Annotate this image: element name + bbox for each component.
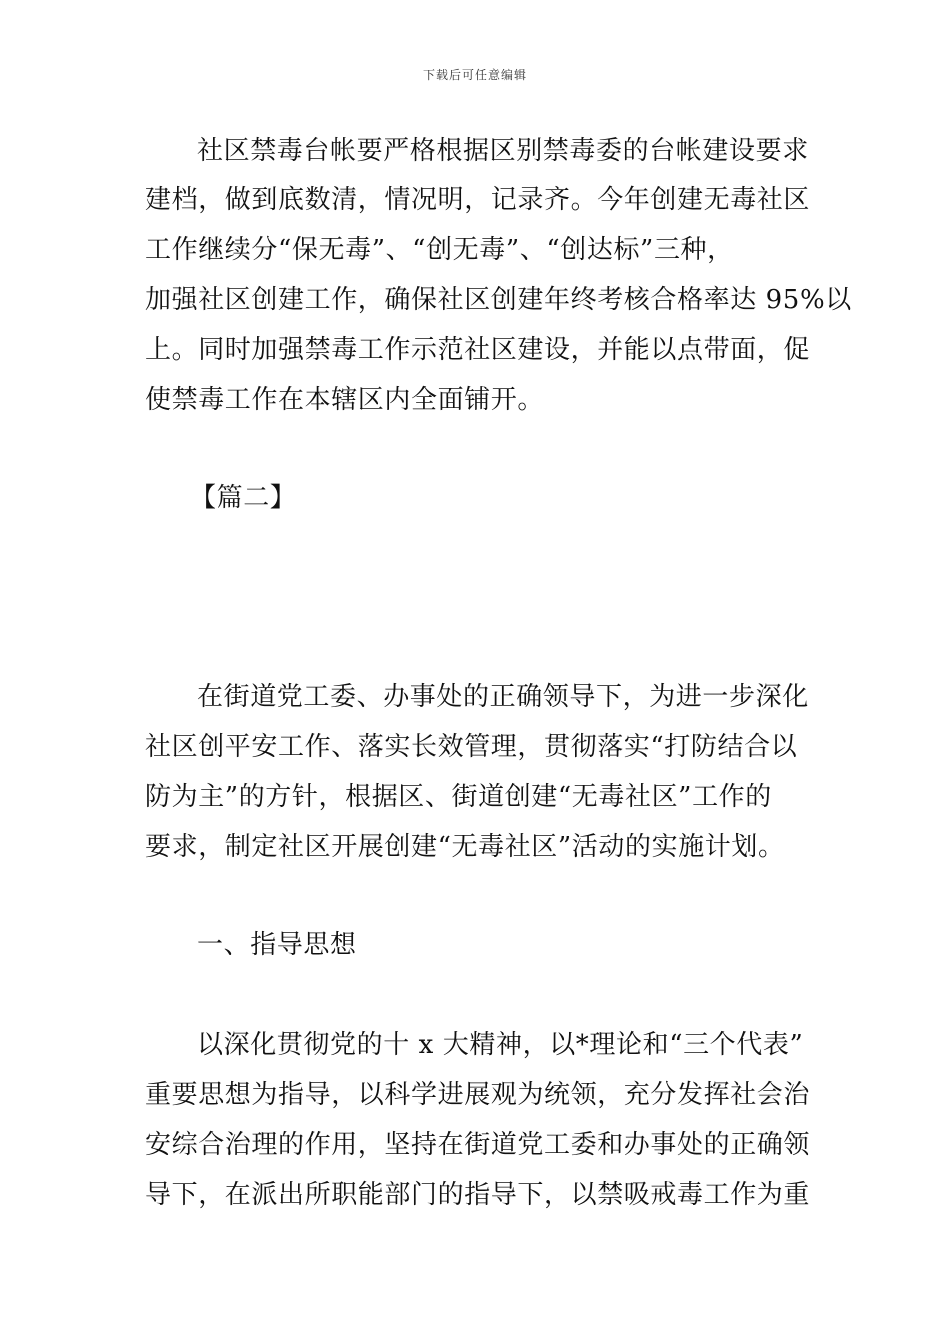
- text-line: 使禁毒工作在本辖区内全面铺开。: [145, 385, 545, 415]
- text-line: 工作继续分“保无毒”、“创无毒”、“创达标”三种，: [145, 235, 734, 265]
- text-line: 社区创平安工作、落实长效管理，贯彻落实“打防结合以: [145, 732, 798, 762]
- text-line: 重要思想为指导，以科学进展观为统领，充分发挥社会治: [145, 1080, 811, 1110]
- text-line: 以深化贯彻党的十 x 大精神，以*理论和“三个代表”: [197, 1030, 804, 1060]
- text-line: 建档，做到底数清，情况明，记录齐。今年创建无毒社区: [145, 185, 811, 215]
- text-line: 防为主”的方针，根据区、街道创建“无毒社区”工作的: [145, 782, 772, 812]
- text-line: 加强社区创建工作，确保社区创建年终考核合格率达 95%以: [145, 285, 852, 315]
- page-header: 下载后可任意编辑: [422, 68, 527, 82]
- text-line: 上。同时加强禁毒工作示范社区建设，并能以点带面，促: [145, 335, 811, 365]
- heading-guiding-ideology: 一、指导思想: [197, 930, 357, 960]
- text-line: 要求，制定社区开展创建“无毒社区”活动的实施计划。: [145, 832, 785, 862]
- text-line: 在街道党工委、办事处的正确领导下，为进一步深化: [197, 682, 809, 712]
- section-title: 【篇二】: [190, 483, 297, 513]
- text-line: 社区禁毒台帐要严格根据区别禁毒委的台帐建设要求: [197, 136, 809, 166]
- text-line: 安综合治理的作用，坚持在街道党工委和办事处的正确领: [145, 1130, 811, 1160]
- text-line: 导下，在派出所职能部门的指导下，以禁吸戒毒工作为重: [145, 1180, 811, 1210]
